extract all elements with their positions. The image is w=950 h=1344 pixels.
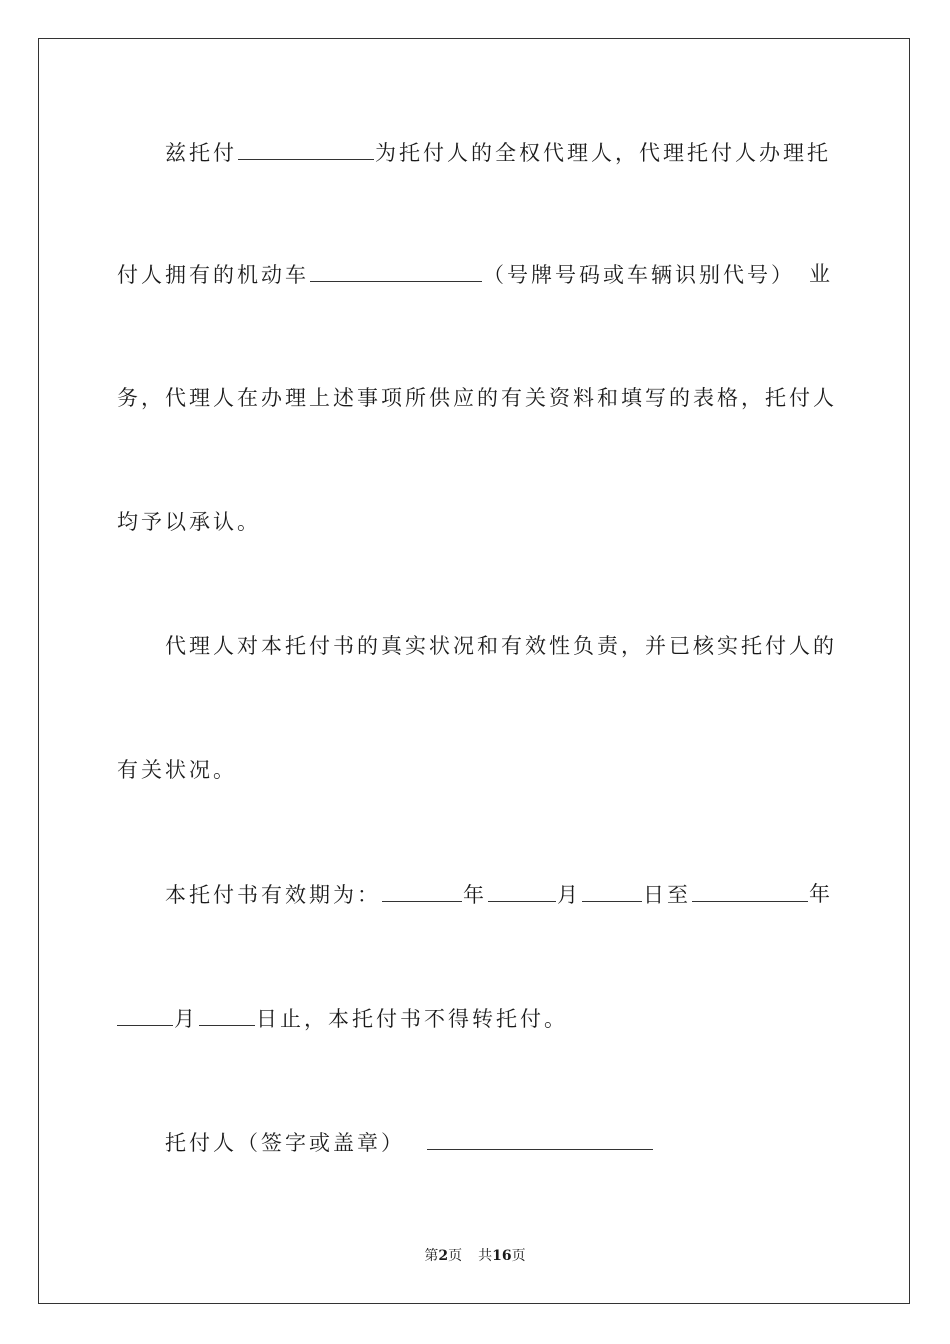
signature-line: [165, 1127, 833, 1158]
text-plate-hint: （号牌号码或车辆识别代号）: [483, 263, 795, 287]
start-day-blank[interactable]: [582, 879, 642, 902]
text-year-1: 年: [463, 883, 487, 907]
paragraph-1-line-4: 均予以承认。: [117, 510, 261, 534]
signature-blank[interactable]: [427, 1127, 653, 1150]
text-end-clause: 日止，本托付书不得转托付。: [256, 1007, 568, 1031]
text-business-start: 业: [809, 262, 833, 286]
vehicle-id-blank[interactable]: [310, 259, 482, 282]
end-month-blank[interactable]: [117, 1003, 173, 1026]
footer-page-prefix: 第: [424, 1248, 439, 1264]
text-entrust: 兹托付: [165, 141, 237, 165]
validity-period-group: [165, 879, 809, 910]
footer-total-prefix: 共: [478, 1248, 493, 1264]
end-day-blank[interactable]: [199, 1003, 255, 1026]
text-signature-label: 托付人（签字或盖章）: [165, 1131, 405, 1155]
paragraph-1-line-3: 务，代理人在办理上述事项所供应的有关资料和填写的表格，托付人: [117, 386, 837, 410]
page-border: [38, 38, 910, 1304]
agent-name-blank[interactable]: [238, 137, 374, 160]
paragraph-1-line-2: [117, 259, 833, 290]
paragraph-1-line-1: [165, 137, 833, 168]
text-month-2: 月: [174, 1007, 198, 1031]
text-agent-role: 为托付人的全权代理人，代理托付人办理托: [375, 141, 831, 165]
start-year-blank[interactable]: [382, 879, 462, 902]
text-validity-label: 本托付书有效期为：: [165, 883, 381, 907]
paragraph-3-line-1: [165, 879, 833, 910]
paragraph-2-line-2: 有关状况。: [117, 758, 237, 782]
footer-total-pages: 16: [492, 1248, 512, 1264]
footer-page-unit: 页: [448, 1248, 463, 1264]
paragraph-2-line-1: 代理人对本托付书的真实状况和有效性负责，并已核实托付人的: [165, 634, 837, 658]
text-year-2: 年: [809, 882, 833, 906]
paragraph-3-line-2: [117, 1003, 833, 1034]
text-vehicle-owned: 付人拥有的机动车 （号牌号码或车辆识别代号）: [117, 259, 795, 290]
page-footer: [0, 1246, 950, 1266]
start-month-blank[interactable]: [488, 879, 556, 902]
text-day-to: 日至: [643, 883, 691, 907]
footer-page-number: 2: [438, 1248, 449, 1264]
end-year-blank[interactable]: [692, 879, 808, 902]
text-month-1: 月: [557, 883, 581, 907]
footer-total-unit: 页: [511, 1248, 526, 1264]
